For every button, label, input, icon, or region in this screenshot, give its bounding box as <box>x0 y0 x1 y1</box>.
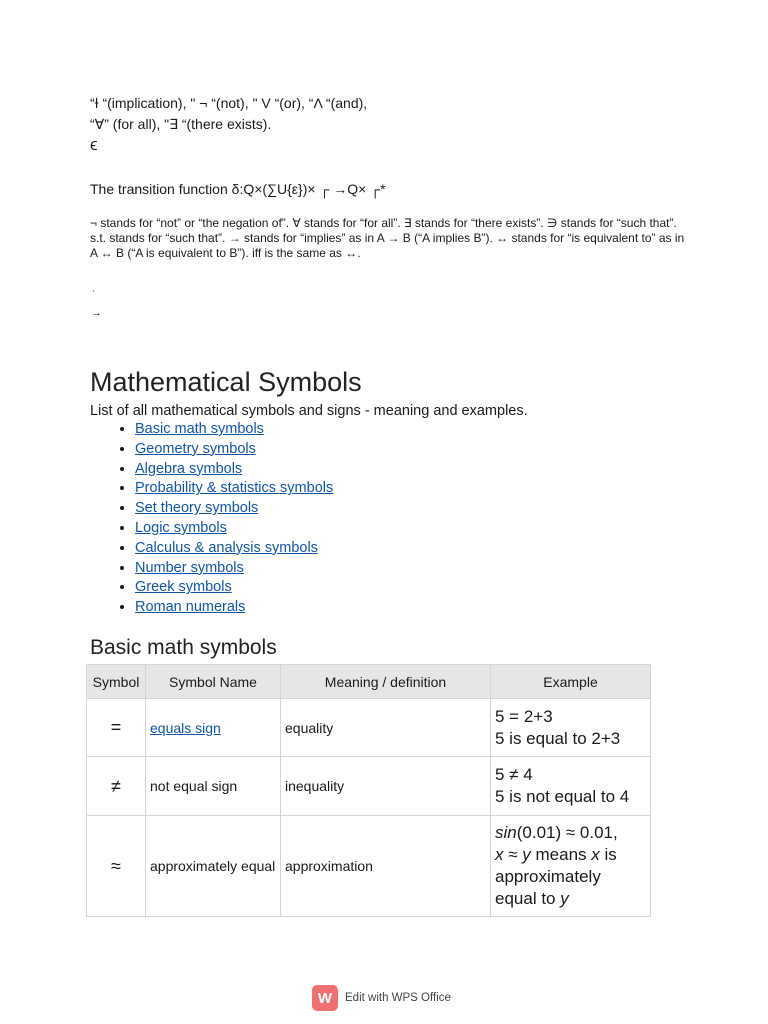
list-item <box>135 598 333 618</box>
list-item <box>135 420 333 440</box>
symbol-category-list <box>90 420 333 618</box>
link-algebra[interactable]: Algebra symbols <box>135 460 243 477</box>
transition-function-text: The transition function δ:Q×(∑U{ε})× ┌ →Q× ┌* <box>90 181 386 197</box>
notation-paragraph: ¬ stands for “not” or “the negation of”. ∀ stands for “for all”. ∃ stands for “there exists”. ∋ stands for “such that”. s.t. stands for “such that”. → stands for “implies” as in A → B (“A implies B”). ↔ stands for “is equivalent to” as in A ↔ B (“A is equivalent to B”). iff is the same as ↔. <box>90 216 685 260</box>
example-is-approx: is approximately equal to <box>495 845 617 908</box>
example-means: means <box>530 845 592 864</box>
link-logic[interactable]: Logic symbols <box>135 519 227 536</box>
example-var-x: x <box>591 845 600 864</box>
basic-math-symbols-table <box>86 664 651 917</box>
list-item <box>135 440 333 460</box>
meaning-cell: equality <box>281 699 491 757</box>
example-line: 5 is equal to 2+3 <box>495 728 621 748</box>
example-value: (0.01) ≈ 0.01, <box>516 823 618 842</box>
symbol-name-cell: not equal sign <box>146 757 281 816</box>
example-var-x: x <box>495 845 504 864</box>
list-item <box>135 479 333 499</box>
example-var-y: y <box>522 845 531 864</box>
symbol-cell: = <box>87 699 146 757</box>
equals-sign-link[interactable]: equals sign <box>150 719 221 736</box>
wps-edit-badge[interactable] <box>312 985 451 1011</box>
link-set-theory[interactable]: Set theory symbols <box>135 500 259 517</box>
list-item <box>135 499 333 519</box>
column-header-symbol: Symbol <box>87 665 146 699</box>
stray-dot: ˙ <box>92 288 96 302</box>
example-line: 5 = 2+3 <box>495 706 553 726</box>
meaning-cell: inequality <box>281 757 491 816</box>
symbol-cell: ≈ <box>87 816 146 917</box>
page-title: Mathematical Symbols <box>90 367 362 397</box>
list-item <box>135 578 333 598</box>
column-header-meaning: Meaning / definition <box>281 665 491 699</box>
example-approx: ≈ <box>503 845 523 864</box>
column-header-symbol-name: Symbol Name <box>146 665 281 699</box>
link-probability-statistics[interactable]: Probability & statistics symbols <box>135 480 334 497</box>
notes-line-2: “∀” (for all), "∃ “(there exists). <box>90 116 272 132</box>
notes-line-1: “Ɨ “(implication), " ¬ “(not), " V “(or), “Λ “(and), <box>90 95 368 111</box>
example-line: 5 ≠ 4 <box>495 765 533 784</box>
intro-text: List of all mathematical symbols and signs - meaning and examples. <box>90 403 528 419</box>
stray-arrow: → <box>91 307 102 319</box>
link-basic-math[interactable]: Basic math symbols <box>135 421 264 437</box>
symbol-cell: ≠ <box>87 757 146 816</box>
table-row <box>87 816 651 917</box>
link-number[interactable]: Number symbols <box>135 559 244 576</box>
list-item <box>135 559 333 579</box>
list-item <box>135 539 333 559</box>
section-heading-basic-math: Basic math symbols <box>90 636 277 659</box>
link-calculus-analysis[interactable]: Calculus & analysis symbols <box>135 539 318 556</box>
meaning-cell: approximation <box>281 816 491 917</box>
table-row <box>87 757 651 816</box>
wps-logo-icon: W <box>312 985 338 1011</box>
example-line: 5 is not equal to 4 <box>495 787 630 806</box>
link-roman-numerals[interactable]: Roman numerals <box>135 599 246 616</box>
example-var-y: y <box>560 889 569 908</box>
list-item <box>135 519 333 539</box>
wps-edit-label: Edit with WPS Office <box>345 992 451 1004</box>
example-cell <box>491 699 651 757</box>
table-row <box>87 699 651 757</box>
column-header-example: Example <box>491 665 651 699</box>
symbol-name-cell: approximately equal <box>146 816 281 917</box>
example-cell <box>491 757 651 816</box>
list-item <box>135 460 333 480</box>
example-sin: sin <box>495 823 517 842</box>
notes-epsilon: ϵ <box>90 135 98 154</box>
link-geometry[interactable]: Geometry symbols <box>135 440 256 457</box>
link-greek[interactable]: Greek symbols <box>135 579 232 596</box>
example-cell <box>491 816 651 917</box>
table-header-row <box>87 665 651 699</box>
symbol-name-cell <box>146 699 281 757</box>
